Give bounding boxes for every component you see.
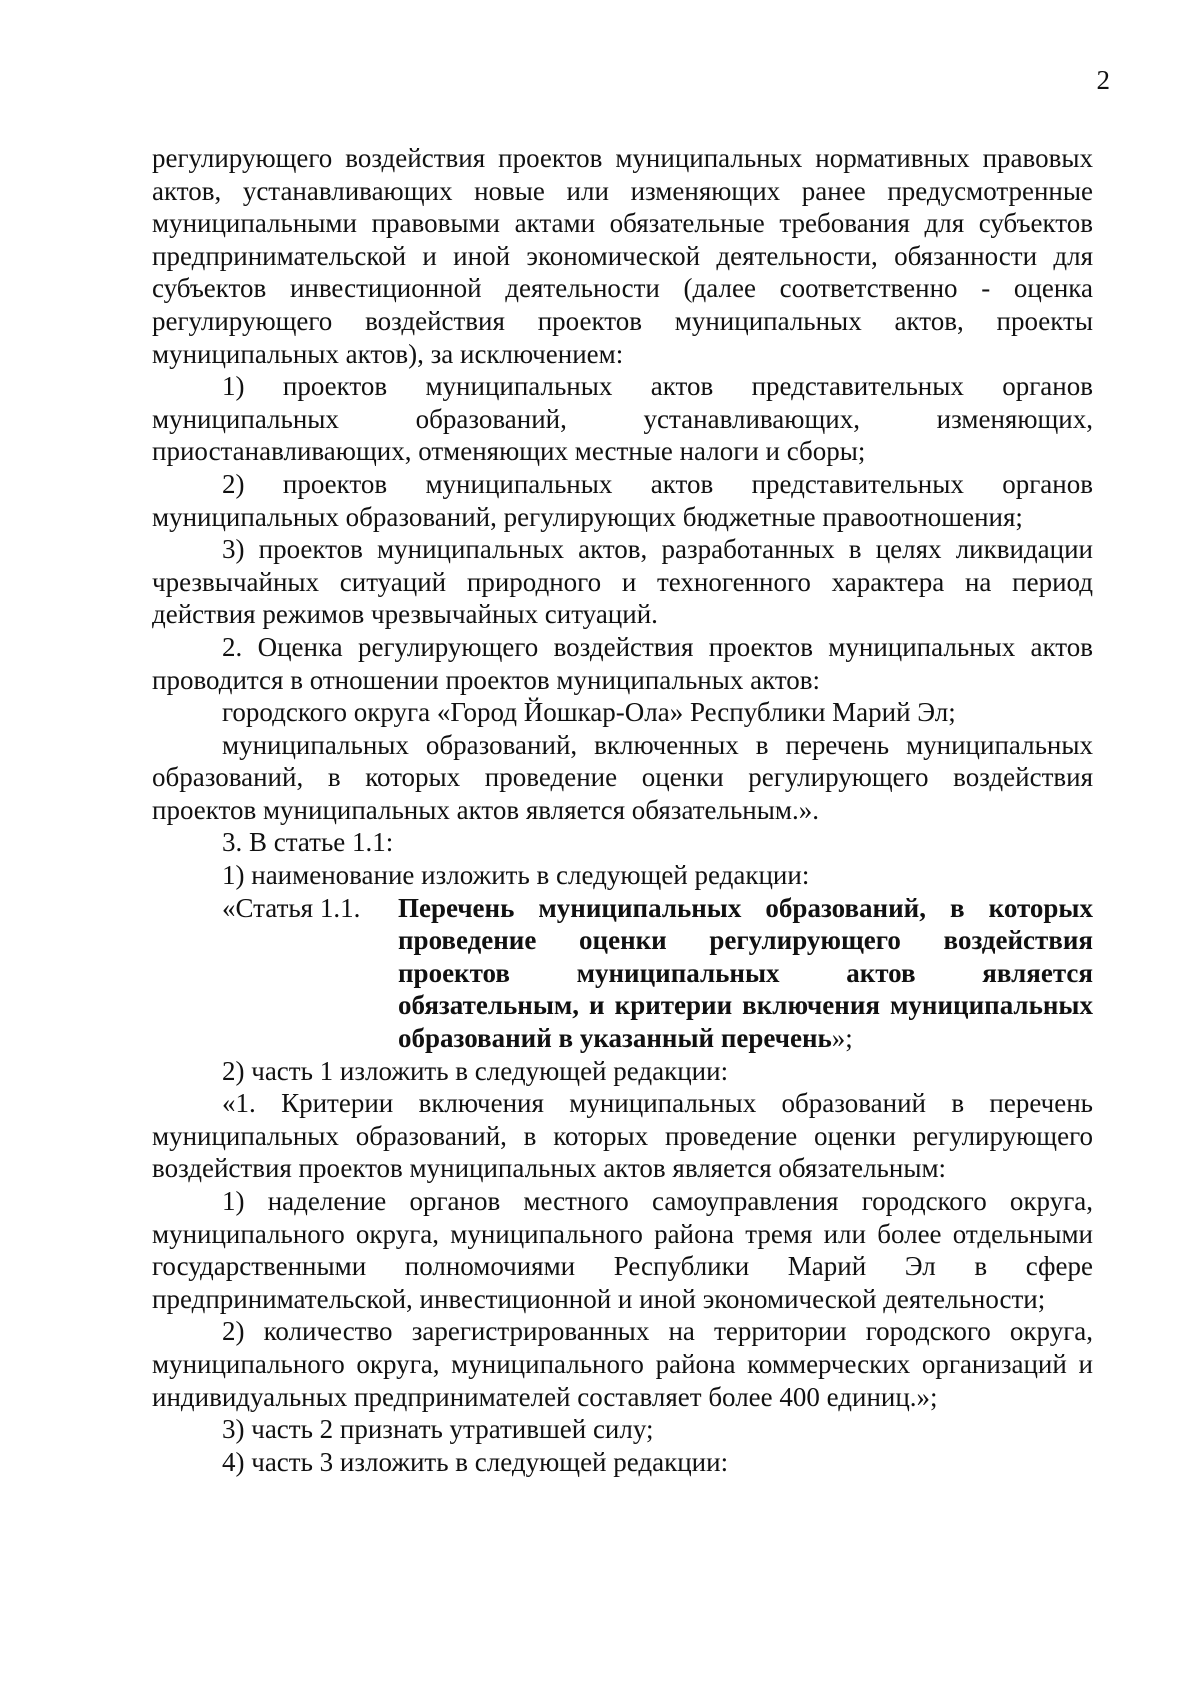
- paragraph-assessment-scope: 2. Оценка регулирующего воздействия проектов муниципальных актов проводится в отношении проектов муниципальных актов:: [152, 631, 1093, 695]
- paragraph-part1-amendment: 2) часть 1 изложить в следующей редакции:: [222, 1055, 729, 1086]
- paragraph-article-amendment: 3. В статье 1.1:: [222, 827, 394, 858]
- paragraph-municipal-formations: муниципальных образований, включенных в перечень муниципальных образований, в которых проведение оценки регулирующего воздействия проектов муниципальных актов является обязательным.».: [152, 729, 1093, 825]
- article-title-tail: »;: [831, 1023, 853, 1054]
- list-item-exception-1: 1) проектов муниципальных актов представительных органов муниципальных образований, устанавливающих, изменяющих, приостанавливающих, отменяющих местные налоги и сборы;: [152, 371, 1093, 467]
- page-number: 2: [1096, 65, 1110, 95]
- article-heading: [152, 892, 1093, 1055]
- paragraph-criteria-intro: «1. Критерии включения муниципальных образований в перечень муниципальных образований, в которых проведение оценки регулирующего воздействия проектов муниципальных актов является обязательным:: [152, 1088, 1093, 1184]
- list-item-exception-3: 3) проектов муниципальных актов, разработанных в целях ликвидации чрезвычайных ситуаций природного и техногенного характера на период действия режимов чрезвычайных ситуаций.: [152, 534, 1093, 630]
- list-item-criterion-1: 1) наделение органов местного самоуправления городского округа, муниципального округа, муниципального района тремя или более отдельными государственными полномочиями Республики Марий Эл в сфере предпринимательской, инвестиционной и иной экономической деятельности;: [152, 1186, 1093, 1314]
- list-item-exception-2: 2) проектов муниципальных актов представительных органов муниципальных образований, регулирующих бюджетные правоотношения;: [152, 468, 1093, 532]
- paragraph-continuation: регулирующего воздействия проектов муниципальных нормативных правовых актов, устанавливающих новые или изменяющих ранее предусмотренные муниципальными правовыми актами обязательные требования для субъектов предпринимательской и иной экономической деятельности, обязанности для субъектов инвестиционной деятельности (далее соответственно - оценка регулирующего воздействия проектов муниципальных актов, проекты муниципальных актов), за исключением:: [152, 143, 1093, 369]
- paragraph-part2-repeal: 3) часть 2 признать утратившей силу;: [222, 1414, 654, 1445]
- paragraph-city-district: городского округа «Город Йошкар-Ола» Республики Марий Эл;: [222, 697, 956, 728]
- article-title: [398, 892, 1093, 1055]
- article-title-text: Перечень муниципальных образований, в которых проведение оценки регулирующего воздействия проектов муниципальных актов является обязательным, и критерии включения муниципальных образований в указанный перечень: [398, 892, 1093, 1054]
- paragraph-part3-amendment: 4) часть 3 изложить в следующей редакции:: [222, 1446, 729, 1477]
- article-number: «Статья 1.1.: [222, 892, 361, 923]
- paragraph-name-amendment: 1) наименование изложить в следующей редакции:: [222, 860, 810, 891]
- document-body: [152, 142, 1093, 1478]
- list-item-criterion-2: 2) количество зарегистрированных на территории городского округа, муниципального округа, муниципального района коммерческих организаций и индивидуальных предпринимателей составляет более 400 единиц.»;: [152, 1316, 1093, 1412]
